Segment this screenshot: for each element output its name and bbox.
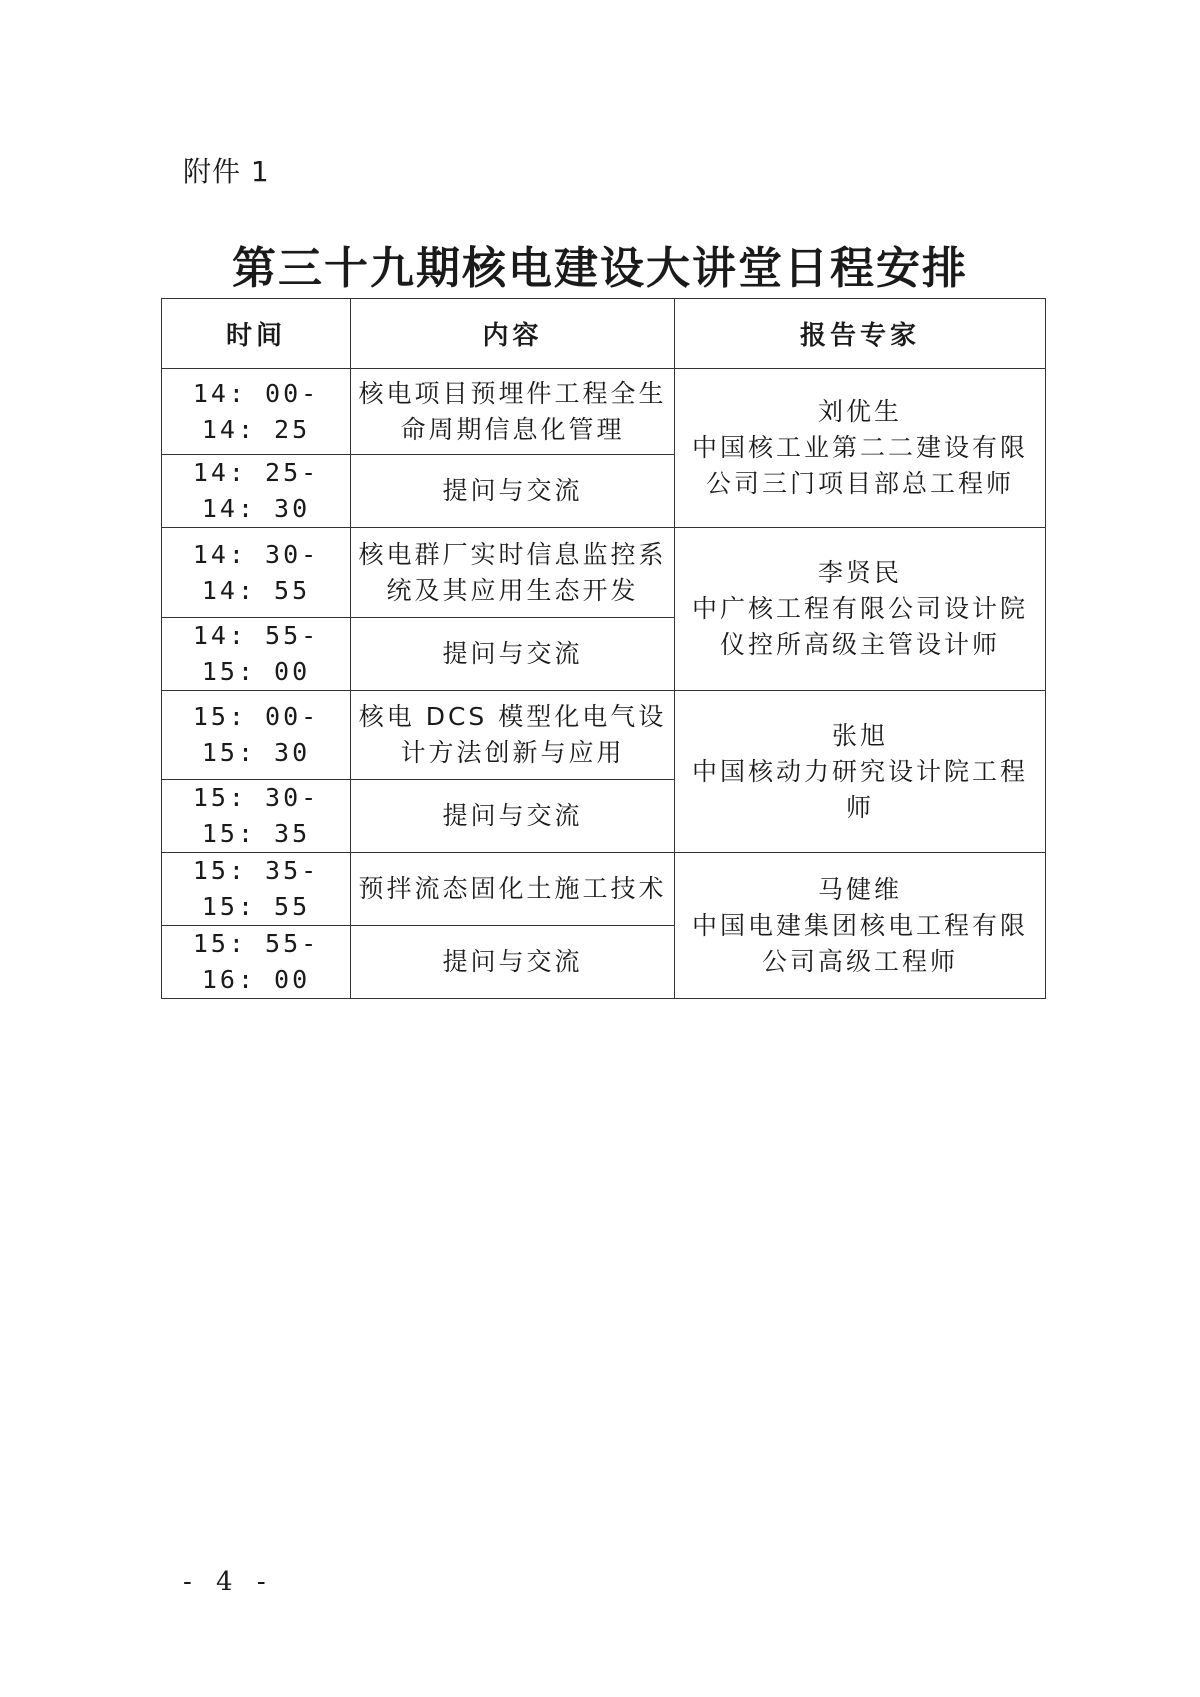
expert-cell bbox=[675, 528, 1046, 691]
expert-org: 中国电建集团核电工程有限公司高级工程师 bbox=[691, 910, 1028, 976]
table-header-row bbox=[162, 299, 1046, 369]
content-cell: 核电群厂实时信息监控系统及其应用生态开发 bbox=[351, 528, 675, 618]
time-cell: 14: 30-14: 55 bbox=[162, 528, 351, 618]
page-number: - 4 - bbox=[183, 1567, 274, 1597]
expert-name: 马健维 bbox=[817, 874, 902, 904]
attachment-label: 附件 1 bbox=[183, 155, 270, 188]
header-content: 内容 bbox=[351, 299, 675, 369]
header-time: 时间 bbox=[162, 299, 351, 369]
expert-name: 李贤民 bbox=[817, 558, 902, 587]
time-cell: 14: 55-15: 00 bbox=[162, 618, 351, 691]
expert-cell bbox=[675, 691, 1046, 853]
time-cell: 14: 00-14: 25 bbox=[162, 369, 351, 455]
time-cell: 14: 25-14: 30 bbox=[162, 455, 351, 528]
content-cell: 核电项目预埋件工程全生命周期信息化管理 bbox=[351, 369, 675, 455]
content-cell: 提问与交流 bbox=[351, 455, 675, 528]
expert-cell bbox=[675, 369, 1046, 528]
expert-org: 中国核动力研究设计院工程师 bbox=[691, 756, 1028, 822]
table-row bbox=[162, 691, 1046, 780]
document-title: 第三十九期核电建设大讲堂日程安排 bbox=[232, 243, 968, 294]
content-cell: 核电 DCS 模型化电气设计方法创新与应用 bbox=[351, 691, 675, 780]
time-cell: 15: 35-15: 55 bbox=[162, 853, 351, 926]
time-cell: 15: 00-15: 30 bbox=[162, 691, 351, 780]
expert-name: 张旭 bbox=[831, 720, 888, 750]
expert-org: 中广核工程有限公司设计院仪控所高级主管设计师 bbox=[691, 594, 1028, 659]
expert-cell bbox=[675, 853, 1046, 999]
time-cell: 15: 55-16: 00 bbox=[162, 926, 351, 999]
table-row bbox=[162, 369, 1046, 455]
content-cell: 提问与交流 bbox=[351, 926, 675, 999]
content-cell: 提问与交流 bbox=[351, 618, 675, 691]
table-row bbox=[162, 528, 1046, 618]
schedule-table bbox=[161, 298, 1046, 999]
content-cell: 提问与交流 bbox=[351, 780, 675, 853]
table-row bbox=[162, 853, 1046, 926]
header-expert: 报告专家 bbox=[675, 299, 1046, 369]
content-cell: 预拌流态固化土施工技术 bbox=[351, 853, 675, 926]
expert-org: 中国核工业第二二建设有限公司三门项目部总工程师 bbox=[691, 433, 1028, 498]
time-cell: 15: 30-15: 35 bbox=[162, 780, 351, 853]
expert-name: 刘优生 bbox=[817, 397, 902, 426]
